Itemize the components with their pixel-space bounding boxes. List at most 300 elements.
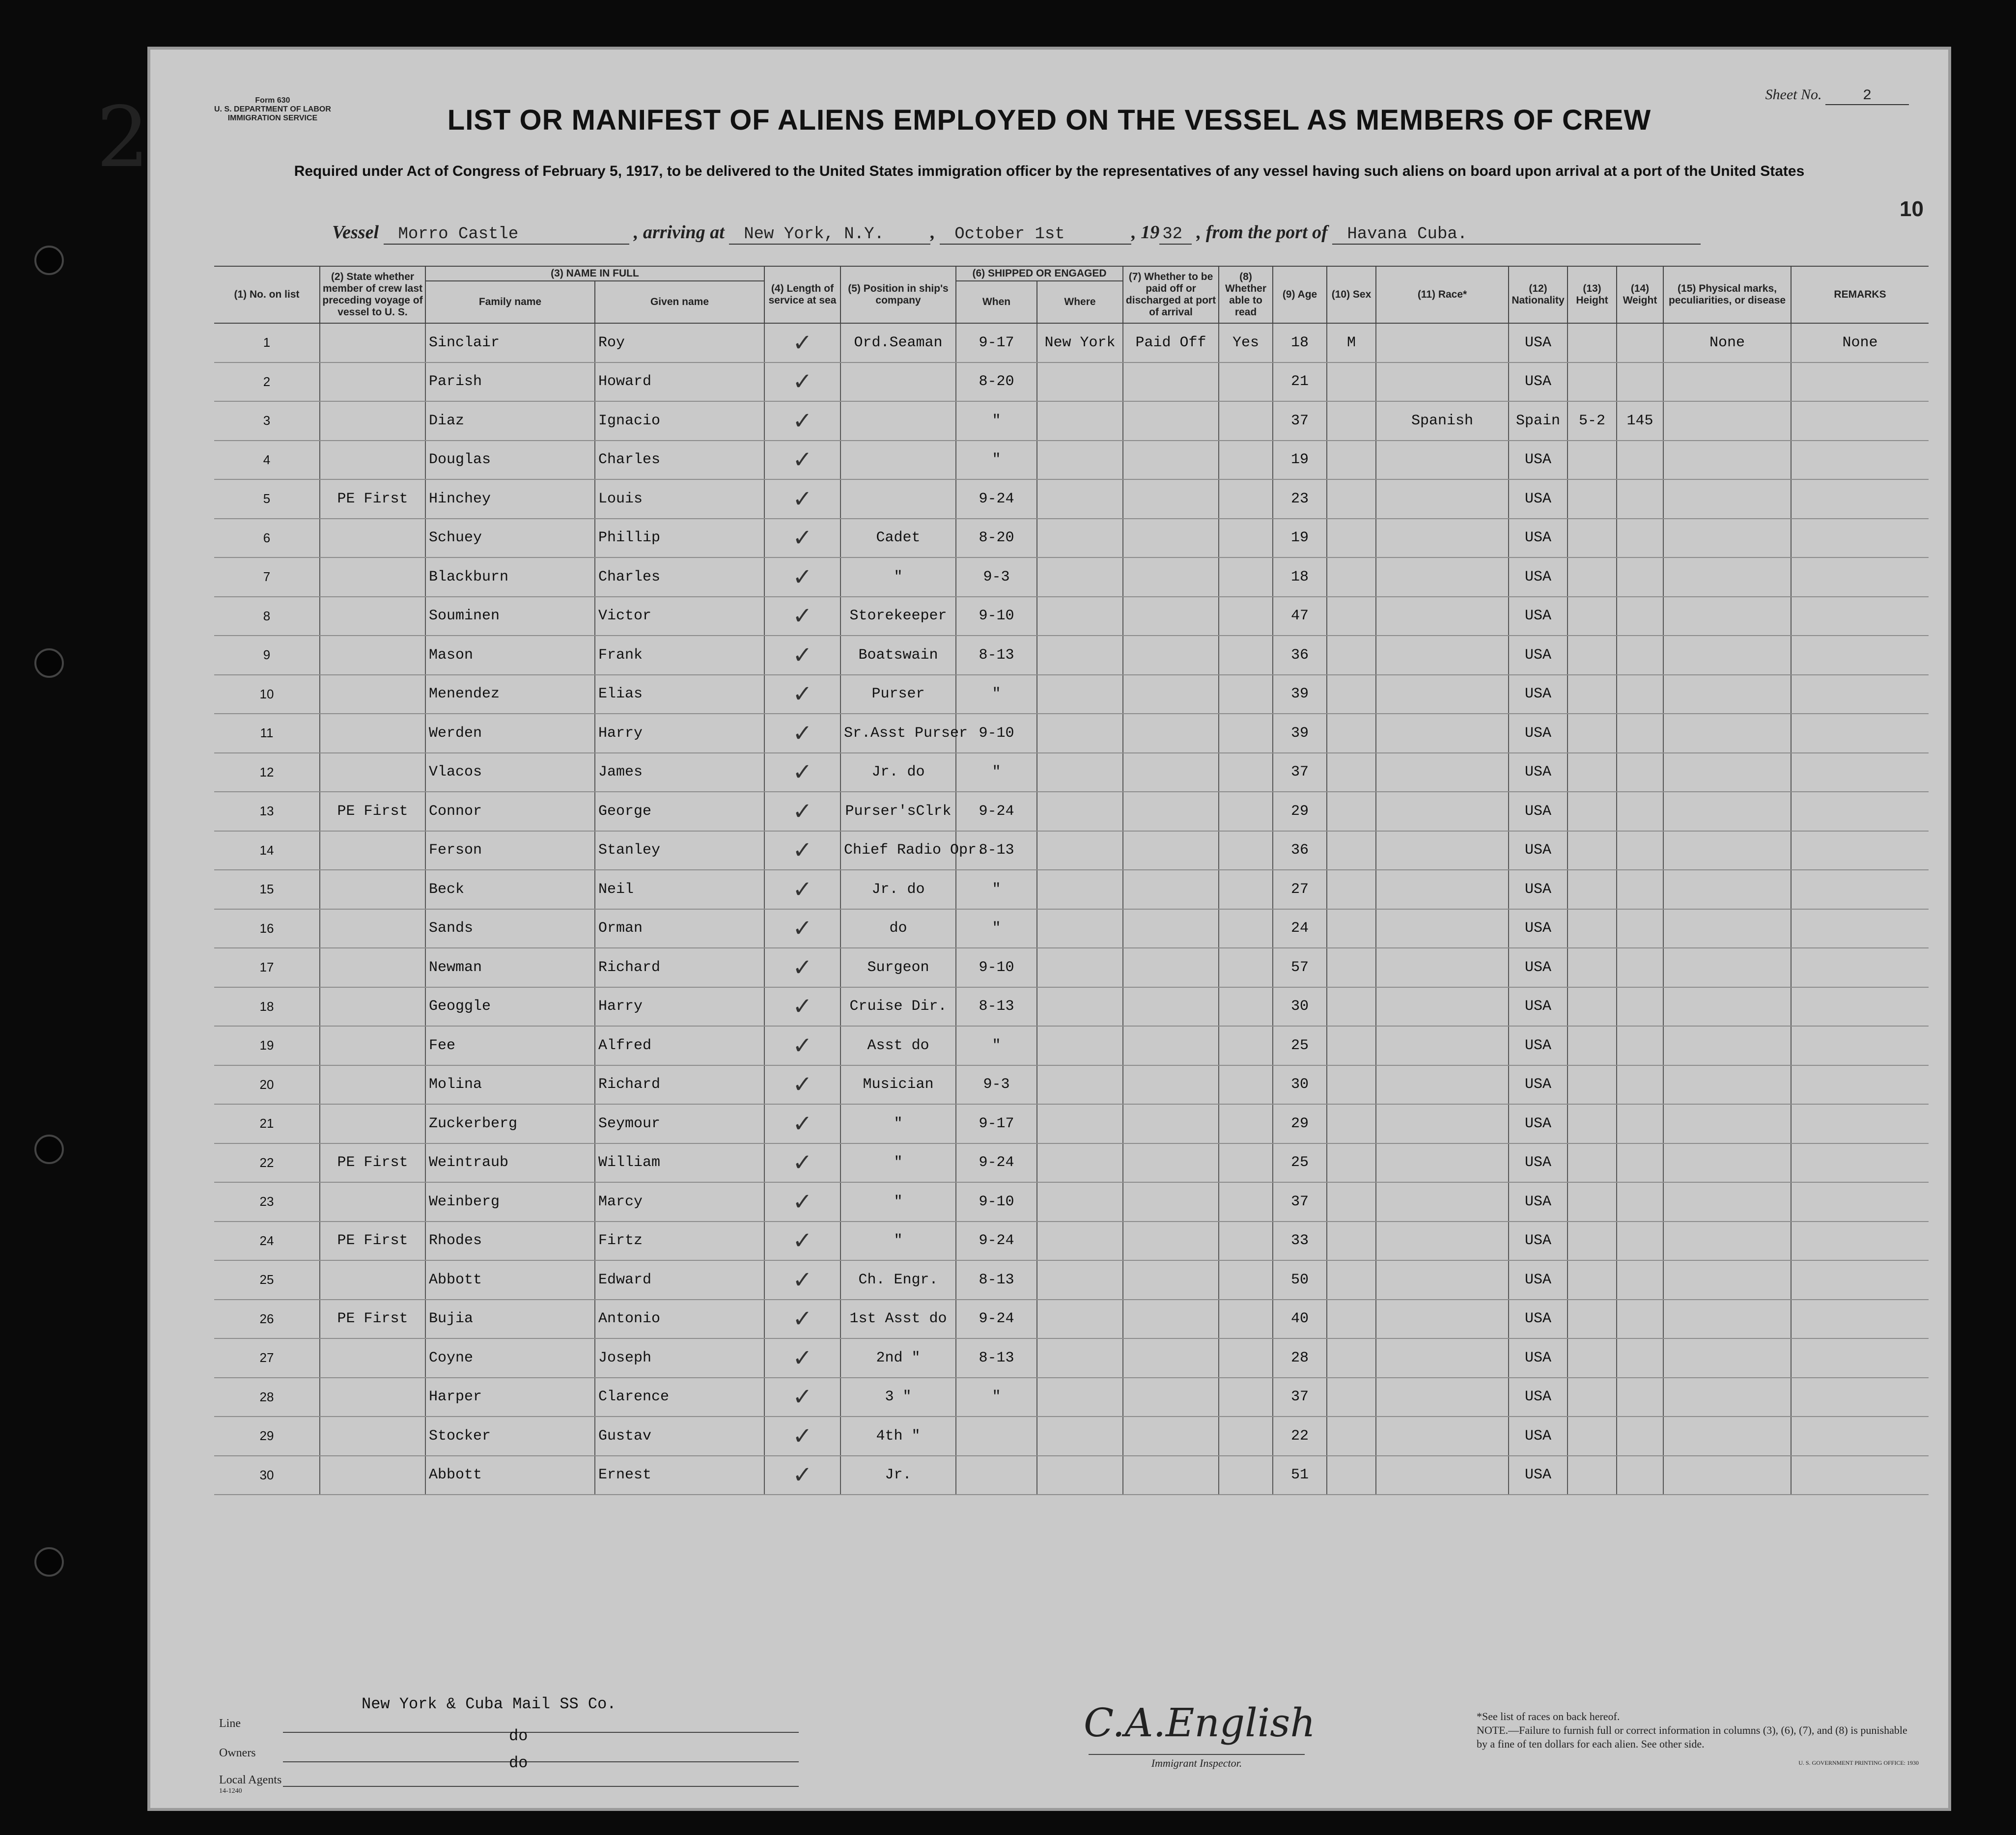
row-number-cell: 26 — [214, 1300, 320, 1339]
nationality-cell: USA — [1509, 1222, 1568, 1261]
inspector-signature: C.A.English — [1084, 1700, 1316, 1746]
able-to-read-cell — [1219, 1143, 1273, 1183]
nationality-cell: USA — [1509, 870, 1568, 909]
races-note: *See list of races on back hereof. — [1477, 1710, 1620, 1723]
service-tick-cell — [764, 792, 840, 831]
check-mark-icon: ✓ — [792, 875, 812, 903]
check-mark-icon: ✓ — [792, 953, 812, 981]
service-tick-cell — [764, 1456, 840, 1495]
race-cell — [1376, 636, 1509, 675]
physical-marks-cell — [1663, 1143, 1791, 1183]
shipped-when-cell: " — [956, 401, 1037, 441]
position-cell: " — [840, 1143, 956, 1183]
shipped-where-cell — [1037, 831, 1123, 870]
weight-cell — [1617, 1300, 1663, 1339]
able-to-read-cell — [1219, 675, 1273, 714]
paid-off-cell — [1123, 1338, 1219, 1378]
age-cell: 30 — [1273, 1065, 1327, 1105]
weight-cell — [1617, 597, 1663, 636]
height-cell — [1568, 1456, 1617, 1495]
physical-marks-cell — [1663, 1065, 1791, 1105]
binder-hole — [34, 1547, 64, 1577]
service-tick-cell — [764, 753, 840, 792]
height-cell — [1568, 675, 1617, 714]
service-tick-cell — [764, 1065, 840, 1105]
height-cell — [1568, 1104, 1617, 1143]
table-row — [214, 831, 1929, 870]
position-cell: " — [840, 1182, 956, 1222]
remarks-cell — [1791, 948, 1929, 987]
able-to-read-cell — [1219, 362, 1273, 402]
physical-marks-cell — [1663, 909, 1791, 948]
manifest-footer — [214, 1680, 1929, 1798]
row-number-cell: 15 — [214, 870, 320, 909]
height-cell — [1568, 362, 1617, 402]
check-mark-icon: ✓ — [792, 1031, 812, 1059]
nationality-cell: USA — [1509, 1260, 1568, 1300]
race-cell — [1376, 597, 1509, 636]
able-to-read-cell — [1219, 1065, 1273, 1105]
family-name-cell: Abbott — [425, 1456, 595, 1495]
penalty-note: NOTE.—Failure to furnish full or correct information in columns (3), (6), (7), and (8) is punishable by a fine of ten dollars for each alien. See other side. — [1477, 1724, 1907, 1750]
height-cell — [1568, 1300, 1617, 1339]
previous-voyage-cell — [320, 519, 425, 558]
weight-cell — [1617, 675, 1663, 714]
check-mark-icon: ✓ — [792, 1422, 812, 1450]
race-cell — [1376, 1300, 1509, 1339]
given-name-cell: Joseph — [595, 1338, 764, 1378]
position-cell — [840, 401, 956, 441]
remarks-cell — [1791, 1378, 1929, 1417]
race-cell — [1376, 675, 1509, 714]
service-tick-cell — [764, 1143, 840, 1183]
physical-marks-cell — [1663, 1026, 1791, 1065]
race-cell — [1376, 1026, 1509, 1065]
weight-cell — [1617, 557, 1663, 597]
row-number-cell: 9 — [214, 636, 320, 675]
check-mark-icon: ✓ — [792, 1188, 812, 1216]
row-number-cell: 10 — [214, 675, 320, 714]
physical-marks-cell — [1663, 441, 1791, 480]
col-marks-header: (15) Physical marks, peculiarities, or disease — [1663, 266, 1791, 323]
nationality-cell: USA — [1509, 1182, 1568, 1222]
family-name-cell: Harper — [425, 1378, 595, 1417]
shipped-where-cell — [1037, 401, 1123, 441]
age-cell: 50 — [1273, 1260, 1327, 1300]
age-cell: 30 — [1273, 987, 1327, 1027]
service-tick-cell — [764, 909, 840, 948]
table-row — [214, 1300, 1929, 1339]
arrival-date: October 1st — [940, 225, 1131, 245]
given-name-cell: George — [595, 792, 764, 831]
shipped-where-cell — [1037, 441, 1123, 480]
height-cell — [1568, 870, 1617, 909]
position-cell: Purser — [840, 675, 956, 714]
previous-voyage-cell — [320, 401, 425, 441]
shipped-when-cell: 9-24 — [956, 1143, 1037, 1183]
age-cell: 37 — [1273, 1378, 1327, 1417]
age-cell: 37 — [1273, 1182, 1327, 1222]
height-cell — [1568, 441, 1617, 480]
paid-off-cell — [1123, 1378, 1219, 1417]
weight-cell — [1617, 1143, 1663, 1183]
remarks-cell — [1791, 479, 1929, 519]
check-mark-icon: ✓ — [792, 836, 812, 864]
family-name-cell: Molina — [425, 1065, 595, 1105]
able-to-read-cell — [1219, 441, 1273, 480]
able-to-read-cell — [1219, 636, 1273, 675]
row-number-cell: 27 — [214, 1338, 320, 1378]
remarks-cell — [1791, 519, 1929, 558]
height-cell — [1568, 792, 1617, 831]
sex-cell — [1327, 441, 1376, 480]
given-name-cell: Clarence — [595, 1378, 764, 1417]
crew-rows — [214, 323, 1929, 1495]
shipped-when-cell: 8-13 — [956, 987, 1037, 1027]
remarks-cell — [1791, 1065, 1929, 1105]
given-name-cell: Marcy — [595, 1182, 764, 1222]
age-cell: 37 — [1273, 753, 1327, 792]
remarks-cell — [1791, 1300, 1929, 1339]
physical-marks-cell — [1663, 1338, 1791, 1378]
given-name-cell: Harry — [595, 714, 764, 753]
age-cell: 28 — [1273, 1338, 1327, 1378]
family-name-cell: Bujia — [425, 1300, 595, 1339]
nationality-cell: Spain — [1509, 401, 1568, 441]
row-number-cell: 7 — [214, 557, 320, 597]
nationality-cell: USA — [1509, 714, 1568, 753]
family-name-cell: Diaz — [425, 401, 595, 441]
table-row — [214, 714, 1929, 753]
departure-port: Havana Cuba. — [1332, 225, 1701, 245]
check-mark-icon: ✓ — [792, 524, 812, 552]
shipped-where-cell — [1037, 519, 1123, 558]
paid-off-cell — [1123, 557, 1219, 597]
race-cell — [1376, 323, 1509, 362]
paid-off-cell: Paid Off — [1123, 323, 1219, 362]
paid-off-cell — [1123, 1026, 1219, 1065]
family-name-cell: Connor — [425, 792, 595, 831]
race-cell — [1376, 948, 1509, 987]
remarks-cell — [1791, 597, 1929, 636]
nationality-cell: USA — [1509, 519, 1568, 558]
sex-cell — [1327, 1143, 1376, 1183]
given-name-cell: Charles — [595, 441, 764, 480]
family-name-cell: Fee — [425, 1026, 595, 1065]
table-row — [214, 1026, 1929, 1065]
family-name-cell: Beck — [425, 870, 595, 909]
vessel-line: Vessel Morro Castle , arriving at New York, N.Y. , October 1st , 19 32 , from the port of Havana Cuba. — [332, 222, 1701, 245]
paid-off-cell — [1123, 1065, 1219, 1105]
previous-voyage-cell — [320, 1378, 425, 1417]
paid-off-cell — [1123, 401, 1219, 441]
row-number-cell: 1 — [214, 323, 320, 362]
shipped-where-cell — [1037, 362, 1123, 402]
nationality-cell: USA — [1509, 675, 1568, 714]
paid-off-cell — [1123, 479, 1219, 519]
shipped-where-cell — [1037, 714, 1123, 753]
height-cell — [1568, 1417, 1617, 1456]
service-tick-cell — [764, 1182, 840, 1222]
table-row — [214, 1378, 1929, 1417]
remarks-cell — [1791, 909, 1929, 948]
paid-off-cell — [1123, 792, 1219, 831]
given-name-cell: Stanley — [595, 831, 764, 870]
able-to-read-cell — [1219, 479, 1273, 519]
arriving-port: New York, N.Y. — [729, 225, 930, 245]
paid-off-cell — [1123, 1104, 1219, 1143]
given-name-cell: Richard — [595, 948, 764, 987]
previous-voyage-cell — [320, 1260, 425, 1300]
weight-cell — [1617, 1182, 1663, 1222]
physical-marks-cell — [1663, 1182, 1791, 1222]
check-mark-icon: ✓ — [792, 407, 812, 435]
physical-marks-cell — [1663, 1104, 1791, 1143]
weight-cell — [1617, 441, 1663, 480]
col-read-header: (8) Whether able to read — [1219, 266, 1273, 323]
paid-off-cell — [1123, 1300, 1219, 1339]
physical-marks-cell — [1663, 831, 1791, 870]
weight-cell — [1617, 1260, 1663, 1300]
row-number-cell: 19 — [214, 1026, 320, 1065]
race-cell — [1376, 1338, 1509, 1378]
row-number-cell: 6 — [214, 519, 320, 558]
table-row — [214, 792, 1929, 831]
weight-cell — [1617, 831, 1663, 870]
table-row — [214, 987, 1929, 1027]
row-number-cell: 14 — [214, 831, 320, 870]
nationality-cell: USA — [1509, 597, 1568, 636]
owners-label: Owners — [219, 1747, 256, 1759]
check-mark-icon: ✓ — [792, 1227, 812, 1255]
position-cell: Chief Radio Opr. — [840, 831, 956, 870]
previous-voyage-cell: PE First — [320, 1143, 425, 1183]
table-row — [214, 753, 1929, 792]
height-cell: 5-2 — [1568, 401, 1617, 441]
service-tick-cell — [764, 362, 840, 402]
nationality-cell: USA — [1509, 323, 1568, 362]
race-cell — [1376, 519, 1509, 558]
sex-cell — [1327, 987, 1376, 1027]
weight-cell — [1617, 753, 1663, 792]
position-cell: Jr. — [840, 1456, 956, 1495]
service-name: IMMIGRATION SERVICE — [227, 114, 318, 122]
sex-cell — [1327, 831, 1376, 870]
family-name-cell: Geoggle — [425, 987, 595, 1027]
check-mark-icon: ✓ — [792, 719, 812, 747]
row-number-cell: 17 — [214, 948, 320, 987]
able-to-read-cell — [1219, 909, 1273, 948]
shipped-when-cell: " — [956, 441, 1037, 480]
height-cell — [1568, 948, 1617, 987]
service-tick-cell — [764, 948, 840, 987]
weight-cell — [1617, 987, 1663, 1027]
paid-off-cell — [1123, 714, 1219, 753]
shipped-where-cell — [1037, 1300, 1123, 1339]
sex-cell — [1327, 636, 1376, 675]
previous-voyage-cell — [320, 714, 425, 753]
physical-marks-cell — [1663, 870, 1791, 909]
manifest-sheet — [96, 47, 1951, 1811]
previous-voyage-cell — [320, 1338, 425, 1378]
physical-marks-cell — [1663, 1378, 1791, 1417]
nationality-cell: USA — [1509, 1456, 1568, 1495]
remarks-cell — [1791, 362, 1929, 402]
shipped-where-cell — [1037, 1222, 1123, 1261]
shipped-when-cell: " — [956, 675, 1037, 714]
shipped-when-cell: 9-3 — [956, 1065, 1037, 1105]
sex-cell — [1327, 870, 1376, 909]
col-position-header: (5) Position in ship's company — [840, 266, 956, 323]
sex-cell — [1327, 675, 1376, 714]
race-cell — [1376, 1417, 1509, 1456]
position-cell: Cruise Dir. — [840, 987, 956, 1027]
race-cell — [1376, 870, 1509, 909]
family-name-cell: Rhodes — [425, 1222, 595, 1261]
sheet-value: 2 — [1825, 87, 1909, 105]
previous-voyage-cell — [320, 1417, 425, 1456]
race-cell — [1376, 557, 1509, 597]
shipped-when-cell: 9-24 — [956, 1222, 1037, 1261]
physical-marks-cell — [1663, 401, 1791, 441]
check-mark-icon: ✓ — [792, 1266, 812, 1294]
col-weight-header: (14) Weight — [1617, 266, 1663, 323]
binder-hole — [34, 1135, 64, 1164]
table-row — [214, 1456, 1929, 1495]
from-port-label: , from the port of — [1196, 222, 1328, 243]
shipped-where-cell — [1037, 1417, 1123, 1456]
remarks-cell — [1791, 1456, 1929, 1495]
shipped-where-cell — [1037, 1338, 1123, 1378]
paid-off-cell — [1123, 1143, 1219, 1183]
table-row — [214, 1222, 1929, 1261]
race-cell — [1376, 987, 1509, 1027]
nationality-cell: USA — [1509, 1378, 1568, 1417]
nationality-cell: USA — [1509, 636, 1568, 675]
previous-voyage-cell — [320, 1104, 425, 1143]
nationality-cell: USA — [1509, 948, 1568, 987]
row-number-cell: 18 — [214, 987, 320, 1027]
position-cell: Musician — [840, 1065, 956, 1105]
age-cell: 57 — [1273, 948, 1327, 987]
nationality-cell: USA — [1509, 557, 1568, 597]
shipped-where-cell — [1037, 675, 1123, 714]
able-to-read-cell — [1219, 1378, 1273, 1417]
height-cell — [1568, 753, 1617, 792]
position-cell — [840, 441, 956, 480]
family-name-cell: Ferson — [425, 831, 595, 870]
age-cell: 18 — [1273, 323, 1327, 362]
table-row — [214, 1260, 1929, 1300]
row-number-cell: 8 — [214, 597, 320, 636]
able-to-read-cell: Yes — [1219, 323, 1273, 362]
check-mark-icon: ✓ — [792, 1149, 812, 1177]
shipped-where-cell — [1037, 557, 1123, 597]
remarks-cell — [1791, 1222, 1929, 1261]
position-cell: Jr. do — [840, 753, 956, 792]
race-cell — [1376, 714, 1509, 753]
check-mark-icon: ✓ — [792, 797, 812, 825]
service-tick-cell — [764, 714, 840, 753]
position-cell: Storekeeper — [840, 597, 956, 636]
previous-voyage-cell — [320, 441, 425, 480]
given-name-cell: Victor — [595, 597, 764, 636]
row-number-cell: 11 — [214, 714, 320, 753]
service-tick-cell — [764, 1417, 840, 1456]
able-to-read-cell — [1219, 597, 1273, 636]
shipped-where-cell — [1037, 636, 1123, 675]
shipped-where-cell — [1037, 1456, 1123, 1495]
service-tick-cell — [764, 401, 840, 441]
col-remarks-header: REMARKS — [1791, 266, 1929, 323]
sex-cell — [1327, 1338, 1376, 1378]
previous-voyage-cell — [320, 636, 425, 675]
table-row — [214, 1338, 1929, 1378]
sex-cell — [1327, 1260, 1376, 1300]
shipped-when-cell: 9-10 — [956, 948, 1037, 987]
physical-marks-cell — [1663, 597, 1791, 636]
able-to-read-cell — [1219, 557, 1273, 597]
row-number-cell: 25 — [214, 1260, 320, 1300]
col-where-header: Where — [1037, 281, 1123, 323]
shipped-where-cell — [1037, 1026, 1123, 1065]
able-to-read-cell — [1219, 753, 1273, 792]
owners-rule — [283, 1761, 799, 1762]
paid-off-cell — [1123, 753, 1219, 792]
age-cell: 25 — [1273, 1143, 1327, 1183]
weight-cell — [1617, 870, 1663, 909]
shipped-where-cell — [1037, 597, 1123, 636]
age-cell: 22 — [1273, 1417, 1327, 1456]
family-name-cell: Hinchey — [425, 479, 595, 519]
sex-cell — [1327, 1300, 1376, 1339]
age-cell: 27 — [1273, 870, 1327, 909]
service-tick-cell — [764, 519, 840, 558]
shipped-where-cell — [1037, 792, 1123, 831]
paid-off-cell — [1123, 870, 1219, 909]
age-cell: 47 — [1273, 597, 1327, 636]
shipped-where-cell — [1037, 753, 1123, 792]
physical-marks-cell — [1663, 1417, 1791, 1456]
height-cell — [1568, 1338, 1617, 1378]
previous-voyage-cell — [320, 1456, 425, 1495]
sex-cell — [1327, 597, 1376, 636]
family-name-cell: Schuey — [425, 519, 595, 558]
race-cell — [1376, 1143, 1509, 1183]
race-cell — [1376, 1065, 1509, 1105]
sex-cell — [1327, 519, 1376, 558]
check-mark-icon: ✓ — [792, 329, 812, 357]
service-tick-cell — [764, 479, 840, 519]
family-name-cell: Sands — [425, 909, 595, 948]
able-to-read-cell — [1219, 401, 1273, 441]
race-cell — [1376, 441, 1509, 480]
shipped-where-cell — [1037, 987, 1123, 1027]
sex-cell — [1327, 557, 1376, 597]
sex-cell — [1327, 714, 1376, 753]
position-cell — [840, 362, 956, 402]
table-row — [214, 557, 1929, 597]
physical-marks-cell — [1663, 362, 1791, 402]
weight-cell — [1617, 1456, 1663, 1495]
age-cell: 19 — [1273, 441, 1327, 480]
race-cell — [1376, 479, 1509, 519]
race-cell — [1376, 1456, 1509, 1495]
service-tick-cell — [764, 1338, 840, 1378]
weight-cell — [1617, 636, 1663, 675]
position-cell: " — [840, 1222, 956, 1261]
race-cell — [1376, 1182, 1509, 1222]
